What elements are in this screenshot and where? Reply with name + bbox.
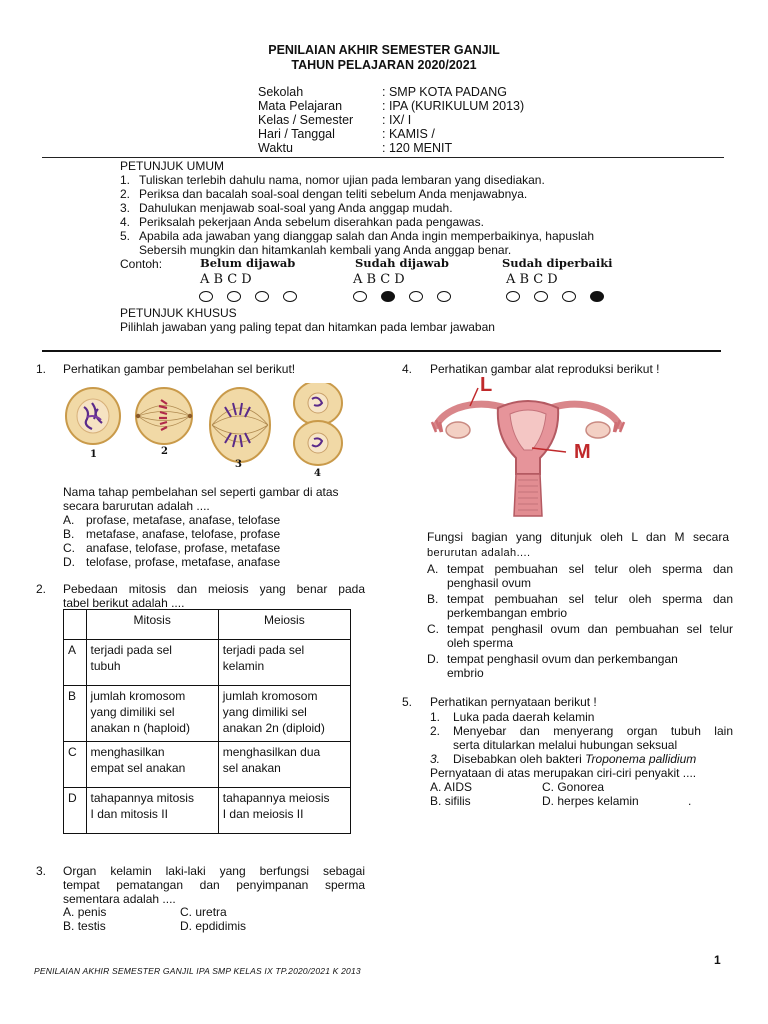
table-cell (64, 610, 87, 640)
meta-key: Kelas / Semester (258, 113, 354, 127)
cell-text: tahapannya meiosis (222, 791, 330, 805)
trailing-dot: . (688, 794, 692, 808)
statement-number: 1. (430, 710, 441, 724)
statement-text (453, 752, 696, 766)
example-title: Sudah dijawab (355, 256, 449, 270)
instruction-text: Periksalah pekerjaan Anda sebelum diserahkan pada pengawas. (139, 215, 484, 229)
example-title: Sudah diperbaiki (502, 256, 613, 270)
cell-text: empat sel anakan (90, 761, 186, 775)
cell-text: tubuh (90, 659, 121, 673)
option-key: A. (63, 905, 75, 919)
cell-text: terjadi pada sel (90, 643, 172, 657)
cell-text: kelamin (222, 659, 265, 673)
instruction-item (120, 215, 720, 229)
table-cell (86, 788, 218, 834)
instruction-number: 4. (120, 215, 131, 229)
option-key: C. (63, 541, 75, 555)
answer-bubble-filled (590, 291, 604, 302)
option-key: C. (542, 780, 554, 794)
question-number: 5. (402, 695, 413, 709)
option-key: B. (63, 527, 75, 541)
question-stem: Perhatikan gambar pembelahan sel berikut! (63, 362, 296, 376)
option-text: perkembangan embrio (447, 606, 568, 620)
meta-value: : IX/ I (382, 113, 412, 127)
answer-option (63, 905, 106, 919)
statement-number: 2. (430, 724, 441, 738)
figure-label-2: 2 (161, 446, 168, 457)
option-text: tempat penghasil ovum dan pembuahan sel telur (447, 622, 733, 636)
table-cell (86, 686, 218, 742)
answer-bubble (283, 291, 297, 302)
question-text-line: Nama tahap pembelahan sel seperti gambar di atas (63, 485, 339, 499)
instruction-number: 1. (120, 173, 131, 187)
meta-key: Sekolah (258, 85, 304, 99)
option-key: A. (430, 780, 442, 794)
statement-item (430, 752, 730, 766)
answer-bubble (199, 291, 213, 302)
question-stem: Perhatikan pernyataan berikut ! (430, 695, 597, 709)
instruction-item (120, 173, 720, 187)
instruction-item (120, 243, 720, 257)
option-text: Gonorea (557, 780, 605, 794)
option-key: D. (63, 555, 75, 569)
question-stem: Pebedaan mitosis dan meiosis yang benar pada (63, 582, 365, 596)
option-text: tempat penghasil ovum dan perkembangan (447, 652, 678, 666)
metaphase-cell (136, 388, 192, 444)
option-key: D. (542, 794, 554, 808)
meta-key: Waktu (258, 141, 293, 155)
table-header: Meiosis (218, 610, 350, 640)
cell-text: jumlah kromosom (90, 689, 186, 703)
example-title: Belum dijawab (200, 256, 296, 270)
statement-text-italic: Troponema pallidium (585, 752, 697, 766)
cell-text: anakan 2n (diploid) (222, 721, 325, 735)
option-text: embrio (447, 666, 484, 680)
option-key: B. (63, 919, 75, 933)
example-letters: A B C D (200, 272, 252, 287)
question-stem: sementara adalah .... (63, 892, 176, 906)
footer-text: PENILAIAN AKHIR SEMESTER GANJIL IPA SMP KELAS IX TP.2020/2021 K 2013 (34, 966, 361, 976)
option-key: A. (427, 562, 439, 576)
option-text: tempat pembuahan sel telur oleh sperma dan (447, 562, 733, 576)
option-key: D. (427, 652, 439, 666)
answer-option (542, 780, 604, 794)
option-text: telofase, profase, metafase, anafase (86, 555, 281, 569)
option-text: uretra (195, 905, 227, 919)
option-key: B. (430, 794, 442, 808)
answer-bubble (227, 291, 241, 302)
instruction-item (120, 229, 720, 243)
answer-option (63, 513, 281, 527)
option-key: A. (63, 513, 75, 527)
option-text: metafase, anafase, telofase, profase (86, 527, 281, 541)
statement-text: Menyebar dan menyerang organ tubuh lain (453, 724, 733, 738)
cell-text: menghasilkan dua (222, 745, 321, 759)
label-M: M (574, 441, 591, 463)
answer-option (180, 905, 227, 919)
option-text: profase, metafase, anafase, telofase (86, 513, 281, 527)
question-stem: tempat pematangan dan penyimpanan sperma (63, 878, 365, 892)
answer-option (63, 919, 106, 933)
instruction-item (120, 201, 720, 215)
figure-label-1: 1 (90, 449, 97, 460)
option-text: herpes kelamin (557, 794, 639, 808)
option-text: anafase, telofase, profase, metafase (86, 541, 281, 555)
answer-bubble (437, 291, 451, 302)
instruction-text: Apabila ada jawaban yang dianggap salah dan Anda ingin memperbaikinya, hapuslah (139, 229, 595, 243)
meta-value: : SMP KOTA PADANG (382, 85, 508, 99)
meta-value: : KAMIS / (382, 127, 435, 141)
instruction-number: 5. (120, 229, 131, 243)
cell-division-figure (62, 383, 352, 473)
female-reproductive-figure (428, 378, 628, 518)
instruction-text: Periksa dan bacalah soal-soal dengan teliti sebelum Anda menjawabnya. (139, 187, 528, 201)
question-stem: tabel berikut adalah .... (63, 596, 185, 610)
answer-option (180, 919, 246, 933)
question-number: 4. (402, 362, 413, 376)
option-text: tempat pembuahan sel telur oleh sperma dan (447, 592, 733, 606)
cell-text: tahapannya mitosis (90, 791, 194, 805)
answer-option (427, 592, 733, 620)
answer-option (63, 541, 281, 555)
table-row (64, 686, 351, 742)
statement-text: Luka pada daerah kelamin (453, 710, 595, 724)
exam-year: TAHUN PELAJARAN 2020/2021 (291, 58, 477, 72)
question-number: 1. (36, 362, 47, 376)
statement-text: serta ditularkan melalui hubungan seksual (453, 738, 678, 752)
option-key: C. (427, 622, 439, 636)
answer-bubble (506, 291, 520, 302)
statement-item (430, 710, 730, 724)
question-text-line: berurutan adalah.... (427, 547, 531, 559)
instruction-text: Sebersih mungkin dan hitamkanlah kembali yang Anda anggap benar. (139, 243, 512, 257)
cell-text: sel anakan (222, 761, 281, 775)
question-number: 2. (36, 582, 47, 596)
answer-option (427, 652, 733, 680)
cell-text: terjadi pada sel (222, 643, 305, 657)
row-key: C (64, 742, 87, 788)
answer-bubble (534, 291, 548, 302)
answer-bubble-filled (381, 291, 395, 302)
statement-item (430, 724, 733, 738)
meta-key: Mata Pelajaran (258, 99, 343, 113)
cell-text: jumlah kromosom (222, 689, 318, 703)
answer-bubble (562, 291, 576, 302)
cell-text: I dan mitosis II (90, 807, 168, 821)
instruction-number: 3. (120, 201, 131, 215)
example-letters: A B C D (353, 272, 405, 287)
table-row (64, 640, 351, 686)
statement-item (430, 738, 730, 752)
statement-number: 3. (430, 752, 441, 766)
option-text: sifilis (444, 794, 471, 808)
answer-bubble (409, 291, 423, 302)
table-row (64, 742, 351, 788)
table-row (64, 788, 351, 834)
cell-text: anakan n (haploid) (90, 721, 190, 735)
question-text-line: secara barurutan adalah .... (63, 499, 210, 513)
specific-instructions-heading: PETUNJUK KHUSUS (120, 306, 237, 320)
table-header-row (64, 610, 351, 640)
cell-text: yang dimiliki sel (222, 705, 307, 719)
statement-text-plain: Disebabkan oleh bakteri (453, 752, 586, 766)
question-stem: Perhatikan gambar alat reproduksi berikut ! (430, 362, 660, 376)
cell-line-justified (91, 642, 214, 658)
option-text: oleh sperma (447, 636, 514, 650)
instruction-text: Tuliskan terlebih dahulu nama, nomor ujian pada lembaran yang disediakan. (139, 173, 545, 187)
row-key: B (64, 686, 87, 742)
instruction-number: 2. (120, 187, 131, 201)
page-number: 1 (714, 953, 721, 967)
example-letters: A B C D (506, 272, 558, 287)
answer-option (430, 794, 471, 808)
answer-option (542, 794, 639, 808)
option-key: B. (427, 592, 439, 606)
meta-value: : 120 MENIT (382, 141, 453, 155)
row-key: A (64, 640, 87, 686)
option-text: penghasil ovum (447, 576, 532, 590)
option-key: C. (180, 905, 192, 919)
option-text: AIDS (444, 780, 473, 794)
table-cell (218, 686, 350, 742)
option-text: epdidimis (195, 919, 247, 933)
answer-bubble (353, 291, 367, 302)
answer-option (63, 555, 281, 569)
meta-key: Hari / Tanggal (258, 127, 335, 141)
example-label: Contoh: (120, 257, 163, 271)
table-header: Mitosis (86, 610, 218, 640)
figure-label-3: 3 (235, 459, 242, 470)
question-text-line: Pernyataan di atas merupakan ciri-ciri penyakit .... (430, 766, 697, 780)
question-number: 3. (36, 864, 47, 878)
table-cell (86, 640, 218, 686)
answer-option (430, 780, 472, 794)
option-key: D. (180, 919, 192, 933)
question-text-line: Fungsi bagian yang ditunjuk oleh L dan M secara (427, 530, 729, 544)
cell-text: I dan meiosis II (222, 807, 304, 821)
exam-title: PENILAIAN AKHIR SEMESTER GANJIL (268, 43, 500, 57)
table-cell (218, 788, 350, 834)
header-divider (42, 157, 724, 158)
table-cell (86, 742, 218, 788)
prophase-cell (66, 388, 120, 444)
section-divider (42, 350, 721, 352)
telophase-cell (294, 383, 342, 465)
table-cell (218, 640, 350, 686)
figure-label-4: 4 (314, 468, 321, 479)
answer-option (427, 562, 733, 590)
row-key: D (64, 788, 87, 834)
anaphase-cell (210, 388, 270, 462)
answer-option (63, 527, 281, 541)
instruction-item (120, 187, 720, 201)
cell-text: menghasilkan (90, 745, 165, 759)
instruction-text: Dahulukan menjawab soal-soal yang Anda anggap mudah. (139, 201, 453, 215)
option-text: testis (77, 919, 106, 933)
general-instructions-heading: PETUNJUK UMUM (120, 159, 224, 173)
mitosis-meiosis-table (63, 609, 351, 834)
answer-option (427, 622, 733, 650)
answer-bubble (255, 291, 269, 302)
cell-text: yang dimiliki sel (90, 705, 175, 719)
question-stem: Organ kelamin laki-laki yang berfungsi sebagai (63, 864, 365, 878)
option-text: penis (77, 905, 107, 919)
meta-value: : IPA (KURIKULUM 2013) (382, 99, 525, 113)
specific-instructions-text: Pilihlah jawaban yang paling tepat dan hitamkan pada lembar jawaban (120, 320, 495, 334)
table-cell (218, 742, 350, 788)
label-L: L (480, 374, 493, 396)
